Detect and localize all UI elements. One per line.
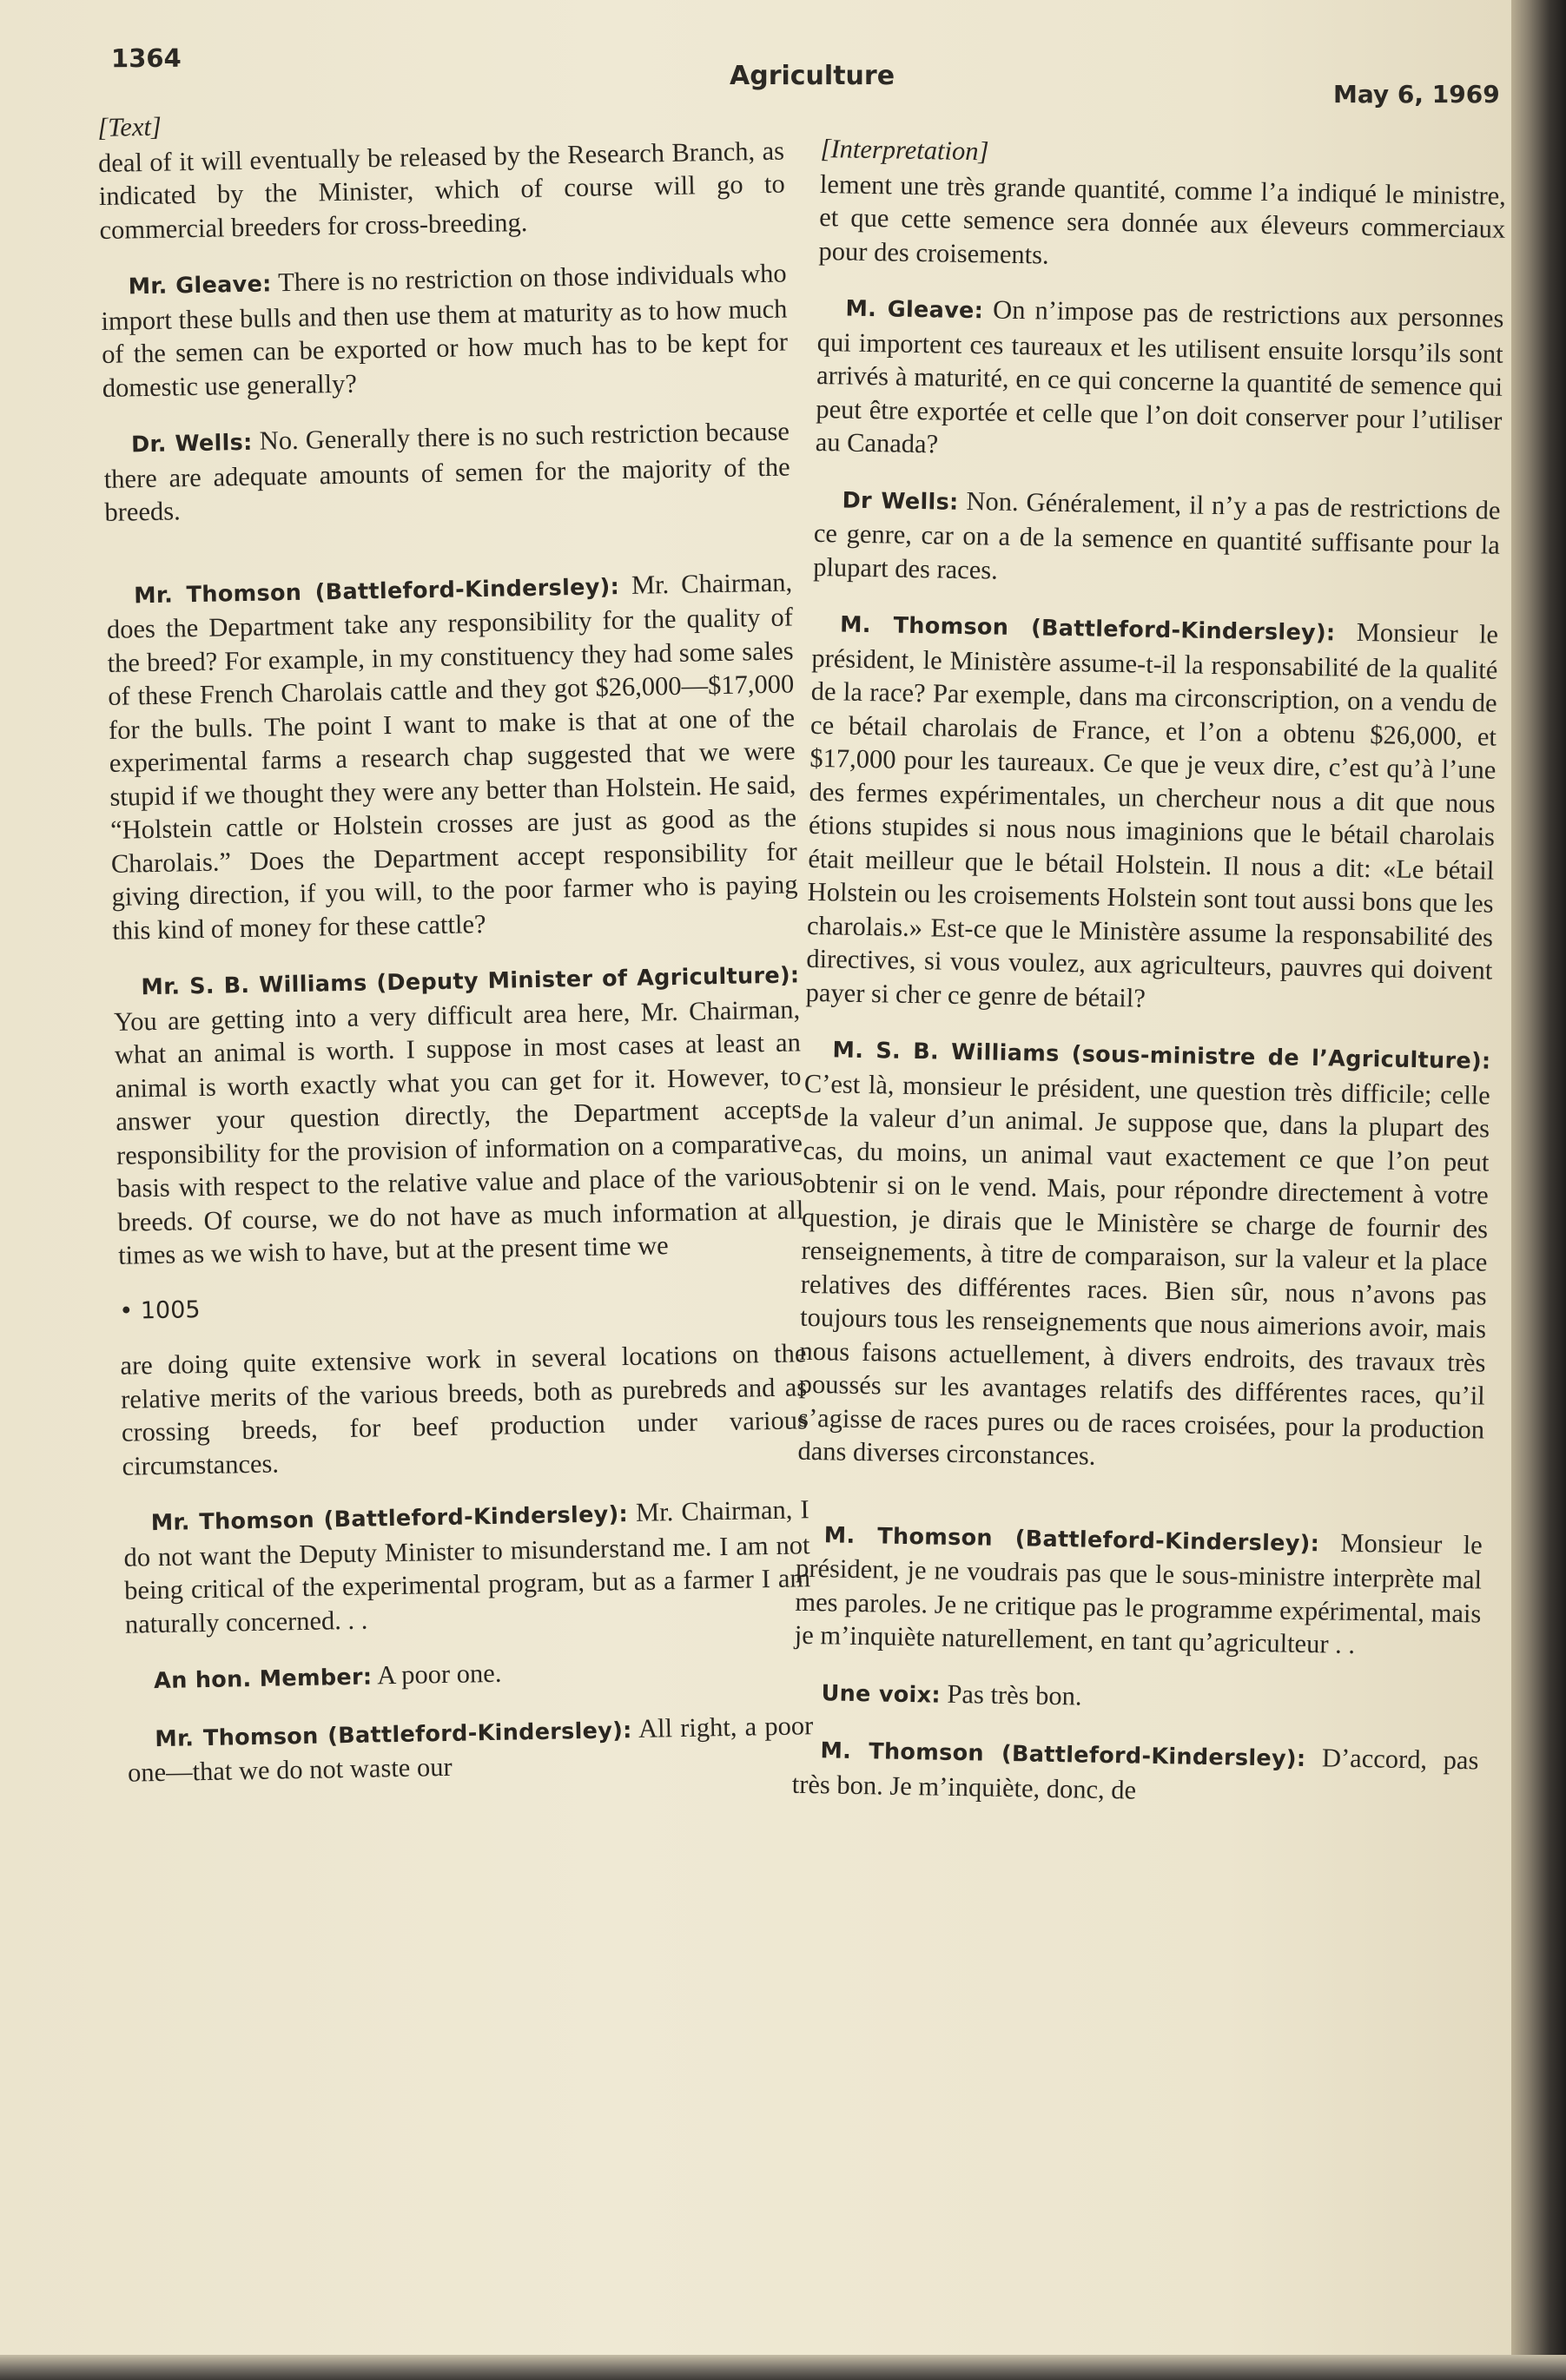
speech-text: Non. Généralement, il n’y a pas de restrictions de ce genre, car on a de la semence en quantité suffisante pour la plupart des races.: [812, 485, 1501, 585]
speech-text: You are getting into a very difficult area here, Mr. Chairman, what an animal is worth. I suppose in most cases at least an animal is worth exactly what you can get for it. However, to answer your question directly, the Department accepts responsibility for the provision of information on a comparative basis with respect to the relative value and place of the various breeds. Of course, we do not have as much information at all times as we wish to have, but at the present time we: [113, 993, 804, 1270]
book-spine-shadow: [1511, 0, 1566, 2380]
speaker-name: Mr. S. B. Williams (Deputy Minister of Agriculture):: [141, 962, 800, 1001]
paragraph: [120, 1336, 809, 1482]
speech-text: No. Generally there is no such restriction because there are adequate amounts of semen for the majority of the breeds.: [103, 416, 790, 527]
speech: [793, 1674, 1480, 1721]
speech: [815, 290, 1503, 471]
french-column: [791, 132, 1507, 1835]
speech: [126, 1651, 813, 1698]
speaker-name: Dr. Wells:: [130, 429, 253, 458]
speech-text: Monsieur le président, le Ministère assume-t-il la responsabilité de la qualité de la race? Par exemple, dans ma circonscription, on a vendu de ce bétail charolais de France, et l’on a obtenu $26,000, et $17,000 pour les taureaux. Ce que je veux dire, c’est qu’à l’une des fermes expérimentales, un chercheur nous a dit que nous étions stupides si nous nous imaginions que le bétail charolais était meilleur que le bétail Holstein. Il nous a dit: «Le bétail Holstein ou les croisements Holstein sont tout aussi bons que les charolais.» Est-ce que le Ministère assume la responsabilité des directives, si vous voulez, aux agriculteurs, pauvres qui doivent payer si cher ce genre de bétail?: [805, 616, 1499, 1013]
speaker-name: M. S. B. Williams (sous-ministre de l’Agriculture):: [832, 1037, 1491, 1075]
speaker-name: M. Thomson (Battleford-Kindersley):: [823, 1521, 1320, 1557]
speech-text: Mr. Chairman, does the Department take any responsibility for the quality of the breed? For example, in my constituency they had some sales of these French Charolais cattle and they got $26,000—$17,000 for the bulls. The point I want to make is that at one of the experimental farms a research chap suggested that we were stupid if we thought they were any better than Holstein. He said, “Holstein cattle or Holstein crosses are just as good as the Charolais.” Does the Department accept responsibility for giving direction, if you will, to the poor farmer who is paying this kind of money for these cattle?: [106, 566, 798, 946]
speaker-name: M. Thomson (Battleford-Kindersley):: [839, 611, 1336, 647]
speech: [797, 1032, 1491, 1480]
page-bottom-edge: [0, 2355, 1566, 2380]
paragraph-text: lement une très grande quantité, comme l’a indiqué le ministre, et que cette semence sera donnée aux éleveurs commerciaux pour des croisements.: [818, 168, 1507, 270]
section-title: Agriculture: [730, 61, 895, 91]
speech: [813, 481, 1501, 595]
speech: [100, 256, 789, 404]
column-tag: [Interpretation]: [820, 133, 989, 167]
speaker-name: Mr. Gleave:: [128, 271, 272, 300]
paragraph-text: deal of it will eventually be released by the Research Branch, as indicated by the Minister, which of course will go to commercial breeders for cross-breeding.: [97, 135, 785, 245]
speaker-name: Une voix:: [821, 1679, 942, 1709]
speech: [106, 565, 799, 947]
speech: [791, 1732, 1478, 1813]
speech-text: Pas très bon.: [940, 1678, 1082, 1711]
speech-text: On n’impose pas de restrictions aux personnes qui importent ces taureaux et les utilisent ensuite lorsqu’ils sont arrivés à maturité, en ce qui concerne la quantité de semence qui peut être exportée et celle que l’on doit conserver pour l’utiliser au Canada?: [815, 294, 1504, 459]
speaker-name: Mr. Thomson (Battleford-Kindersley):: [150, 1501, 629, 1537]
sitting-date: May 6, 1969: [1333, 80, 1500, 109]
paragraph-text: are doing quite extensive work in several locations on the relative merits of the various breeds, both as purebreds and as crossing breeds, for beef production under various circumstances.: [120, 1338, 809, 1481]
speech: [127, 1709, 814, 1790]
speech: [805, 606, 1498, 1021]
speech-text: D’accord, pas très bon. Je m’inquiète, donc, de: [791, 1743, 1479, 1805]
speech: [103, 414, 791, 529]
speech-text: Monsieur le président, je ne voudrais pas que le sous-ministre interprète mal mes paroles. Je ne critique pas le programme expérimental, mais je m’inquiète naturellement, en tant qu’agriculteur . .: [794, 1526, 1483, 1659]
speech-text: There is no restriction on those individuals who import these bulls and then use them at maturity as to how much of the semen can be exported or how much has to be kept for domestic use generally?: [101, 258, 789, 403]
speech-text: All right, a poor one—that we do not waste our: [127, 1710, 814, 1788]
speech-text: C’est là, monsieur le président, une question très difficile; celle de la valeur d’un animal. Je suppose que, dans la plupart des cas, du moins, un animal vaut exactement ce que l’on peut obtenir si on le vend. Mais, pour répondre directement à votre question, je dirais que le Ministère se charge de fournir des renseignements, à titre de comparaison, sur la valeur et la place relatives des différentes races. Bien sûr, nous n’avons pas toujours tous les renseignements que nous aimerions avoir, mais nous faisons actuellement, à divers endroits, des travaux très poussés sur les avantages relatifs des différentes races, qu’il s’agisse de races pures ou de races croisées, pour la production dans diverses circonstances.: [797, 1068, 1491, 1471]
speech: [794, 1516, 1483, 1664]
time-marker: • 1005: [119, 1295, 201, 1325]
english-column: [97, 99, 815, 1813]
speech-text: A poor one.: [371, 1658, 502, 1691]
speaker-name: An hon. Member:: [153, 1664, 373, 1695]
speech: [122, 1493, 811, 1640]
column-tag: [Text]: [97, 111, 162, 142]
speaker-name: M. Thomson (Battleford-Kindersley):: [820, 1737, 1306, 1773]
speaker-name: Mr. Thomson (Battleford-Kindersley):: [133, 573, 620, 609]
paragraph: [818, 167, 1506, 279]
page-number: 1364: [110, 43, 182, 74]
speaker-name: Mr. Thomson (Battleford-Kindersley):: [155, 1717, 632, 1752]
speech: [113, 957, 804, 1272]
speaker-name: Dr Wells:: [842, 486, 959, 516]
paragraph: [98, 134, 786, 247]
speech-text: Mr. Chairman, I do not want the Deputy Minister to misunderstand me. I am not being critical of the experimental program, but as a farmer I am naturally concerned. . .: [123, 1494, 811, 1639]
speaker-name: M. Gleave:: [845, 295, 984, 325]
